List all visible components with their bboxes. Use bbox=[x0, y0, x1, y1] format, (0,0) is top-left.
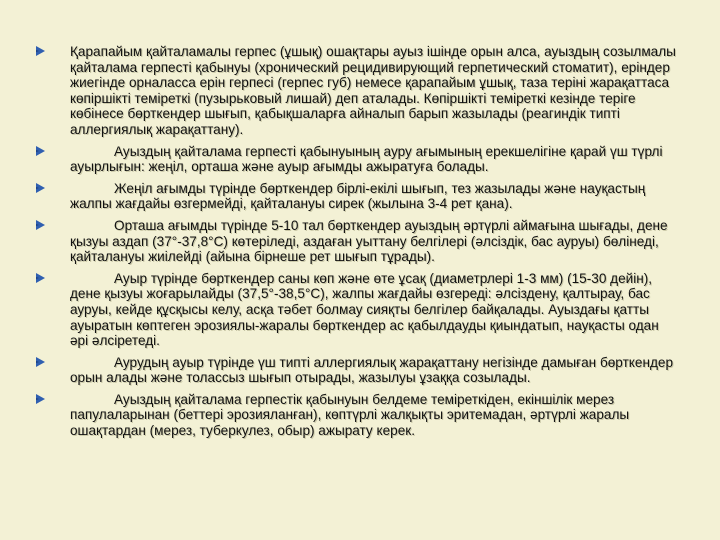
bullet-item bbox=[36, 271, 680, 349]
bullet-text: Жеңіл ағымды түрінде бөрткендер бірлі-екілі шығып, тез жазылады және науқастың жалпы жағдайы өзгермейді, қайталануы сирек (жылына 3-4 рет қана). bbox=[70, 180, 646, 212]
bullet-text: Ауыр түрінде бөрткендер саны көп және өте ұсақ (диаметрлері 1-3 мм) (15-30 дейін), дене қызуы жоғарылайды (37,5°-38,5°С), жалпы жағдайы өзгереді: әлсіздену, қалтырау, бас ауруы, кейде құсқысы келу, асқа тәбет болмау сияқты белгілер байқалады. Ауыздағы қатты ауыратын көптеген эрозиялы-жаралы бөрткендер ас қабылдауды қиындатып, науқасты одан әрі әлсіретеді. bbox=[70, 270, 659, 349]
bullet-text: Ауыздың қайталама герпестік қабынуын белдеме теміреткіден, екіншілік мерез папулаларынан (беттері эрозияланған), көптүрлі жалқықты эритемадан, әртүрлі жаралы ошақтардан (мерез, туберкулез, обыр) ажырату керек. bbox=[70, 391, 630, 439]
arrow-bullet-icon bbox=[36, 273, 45, 283]
arrow-bullet-icon bbox=[36, 183, 45, 193]
arrow-bullet-icon bbox=[36, 146, 45, 156]
bullet-text: Аурудың ауыр түрінде үш типті аллергиялық жарақаттану негізінде дамыған бөрткендер орын алады және толассыз шығып отырады, жазылуы ұзаққа созылады. bbox=[70, 354, 674, 386]
bullet-text: Ауыздың қайталама герпесті қабынуының ауру ағымының ерекшелігіне қарай үш түрлі ауырлығын: жеңіл, орташа және ауыр ағымды ажыратуға болады. bbox=[70, 143, 663, 175]
bullet-text: Қарапайым қайталамалы герпес (ұшық) ошақтары ауыз ішінде орын алса, ауыздың созылмалы қайталама герпесті қабынуы (хронический рецидивирующий герпетический стоматит), еріндер жиегінде орналасса ерін герпесі (герпес губ) немесе қарапайым ұшық, таза теріні жарақаттаса көпіршікті теміреткі (пузырьковый лишай) деп аталады. Көпіршікті теміреткі кезінде теріге көбінесе бөрткендер шығып, қабықшаларға айналып барып жазылады (реагиндік типті аллергиялық жарақаттану). bbox=[70, 44, 676, 137]
arrow-bullet-icon bbox=[36, 357, 45, 367]
bullet-item bbox=[36, 392, 680, 439]
bullet-list bbox=[36, 44, 680, 439]
arrow-bullet-icon bbox=[36, 394, 45, 404]
bullet-item bbox=[36, 44, 680, 138]
bullet-item bbox=[36, 144, 680, 175]
bullet-text: Орташа ағымды түрінде 5-10 тал бөрткендер ауыздың әртүрлі аймағына шығады, дене қызуы аздап (37°-37,8°С) көтеріледі, аздаған уыттану белгілері (әлсіздік, бас ауруы) бөлінеді, қайталануы жиілейді (айына бірнеше рет шығып тұрады). bbox=[70, 217, 668, 265]
bullet-item bbox=[36, 218, 680, 265]
arrow-bullet-icon bbox=[36, 220, 45, 230]
bullet-item bbox=[36, 181, 680, 212]
bullet-item bbox=[36, 355, 680, 386]
arrow-bullet-icon bbox=[36, 46, 45, 56]
